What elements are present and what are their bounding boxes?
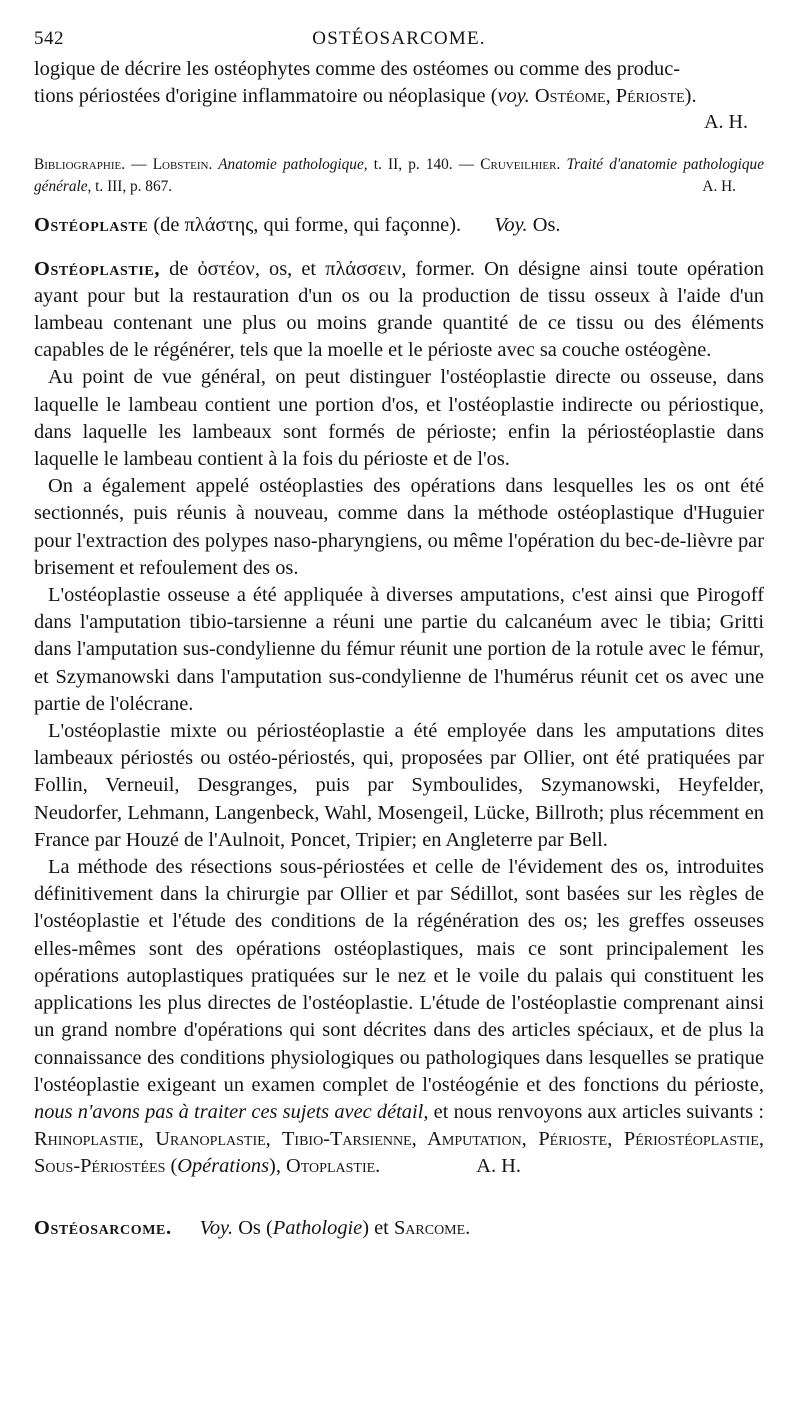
cross-references: Rhinoplastie, Uranoplastie, Tibio-Tarsienne, Amputation, Périoste, Périostéoplastie, Sous-Périostées ( bbox=[34, 1128, 764, 1178]
entry-osteoplaste: Ostéoplaste (de πλάστης, qui forme, qui façonne). Voy. Os. bbox=[34, 214, 561, 237]
bibliography-author-1: Lobstein. bbox=[152, 156, 213, 174]
bibliography-work-2: Traité d'anatomie pathologique générale, bbox=[34, 156, 764, 196]
intro-continuation bbox=[34, 56, 764, 134]
headword-osteoplaste: Ostéoplaste bbox=[34, 214, 149, 237]
page-header bbox=[34, 28, 764, 56]
osteoplastie-paragraph-2: Au point de vue général, on peut distinguer l'ostéoplastie directe ou osseuse, dans laquelle le lambeau contient une portion d'os, et l'ostéoplastie indirecte ou périostique, dans laquelle les lambeaux sont formés de périoste; enfin la périostéoplastie dans laquelle le lambeau contient à la fois du périoste et de l'os. bbox=[34, 366, 764, 471]
bibliography-work-1: Anatomie pathologique, bbox=[212, 156, 368, 174]
osteoplastie-paragraph-6: La méthode des résections sous-périostées et celle de l'évidement des os, introduites définitivement dans la chirurgie par Ollier et par Sédillot, sont basées sur les règles de l'ostéoplastie et l'étude des conditions de la régénération des os; les greffes osseuses elles-mêmes sont des opérations ostéoplastiques, mais ce sont principalement les opérations autoplastiques pratiquées sur le nez et le voile du palais qui constituent les applications les plus directes de l'ostéoplastie. L'étude de l'ostéoplastie comprenant ainsi un grand nombre d'opérations qui sont décrites dans des articles spéciaux, et de plus la connaissance des conditions physiologiques ou pathologiques dans lesquelles se pratique l'ostéoplastie exigeant un examen complet de l'ostéogénie et des fonctions du périoste, nous n'avons pas à traiter ces sujets avec détail, et nous renvoyons aux articles suivants : Rhinoplastie, Uranoplastie, Tibio-Tarsienne, Amputation, Périoste, Périostéoplastie, Sous-Périostées (Opérations), Otoplastie. A. H. bbox=[34, 856, 764, 1178]
osteoplastie-paragraph-5: L'ostéoplastie mixte ou périostéoplastie a été employée dans les amputations dites lambeaux périostés ou ostéo-périostés, qui, proposées par Ollier, ont été pratiquées par Follin, Verneuil, Desgranges, puis par Symboulides, Szymanowski, Heyfelder, Neudorfer, Lehmann, Langenbeck, Wahl, Mosengeil, Lücke, Billroth; plus récemment en France par Houzé de l'Aulnoit, Poncet, Tripier; en Angleterre par Bell. bbox=[34, 720, 764, 851]
osteoplastie-signature: A. H. bbox=[476, 1155, 521, 1178]
page-number: 542 bbox=[34, 28, 64, 49]
intro-line-2: tions périostées d'origine inflammatoire ou néoplasique (voy. Ostéome, Périoste). bbox=[34, 85, 697, 108]
entry-osteosarcome: Ostéosarcome. Voy. Os (Pathologie) et Sarcome. bbox=[34, 1216, 471, 1239]
bibliography-author-2: Cruveilhier. bbox=[480, 156, 561, 174]
entry-osteoplastie bbox=[34, 256, 764, 1181]
bibliography-signature: A. H. bbox=[702, 178, 736, 196]
headword-osteoplastie: Ostéoplastie, bbox=[34, 257, 161, 280]
running-title: OSTÉOSARCOME. bbox=[312, 28, 486, 49]
bibliography: Bibliographie. — Lobstein. Anatomie pathologique, t. II, p. 140. — Cruveilhier. Traité d'anatomie pathologique générale, t. III, p. 867. A. H. bbox=[34, 154, 764, 198]
dictionary-page bbox=[34, 28, 764, 1242]
headword-osteosarcome: Ostéosarcome. bbox=[34, 1216, 172, 1239]
osteoplastie-paragraph-1: Ostéoplastie, de ὀστέον, os, et πλάσσειν, former. On désigne ainsi toute opération ayant pour but la restauration d'un os ou la production de tissu osseux à l'aide d'un lambeau contenant une plus ou moins grande quantité de ce tissu ou des éléments capables de le régénérer, tels que la moelle et le périoste avec sa couche ostéogène. bbox=[34, 257, 764, 362]
intro-signature: A. H. bbox=[704, 111, 748, 134]
voy-osteosarcome: Voy. bbox=[199, 1216, 234, 1239]
voy-osteoplaste: Voy. bbox=[494, 214, 528, 237]
osteoplastie-paragraph-3: On a également appelé ostéoplasties des opérations dans lesquelles les os ont été sectionnés, puis réunis à nouveau, comme dans la méthode ostéoplastique d'Huguier pour l'extraction des polypes naso-pharyngiens, ou même l'opération du bec-de-lièvre par brisement et refoulement des os. bbox=[34, 475, 764, 579]
bibliography-label: Bibliographie. bbox=[34, 156, 126, 174]
osteoplastie-paragraph-4: L'ostéoplastie osseuse a été appliquée à diverses amputations, c'est ainsi que Pirogoff dans l'amputation tibio-tarsienne a réuni une partie du calcanéum avec le tibia; Gritti dans l'amputation sus-condylienne du fémur réunit une portion de la rotule avec le fémur, et Szymanowski dans l'amputation sus-condylienne de l'humérus réunit cet os avec une partie de l'olécrane. bbox=[34, 584, 764, 715]
intro-line-1: logique de décrire les ostéophytes comme des ostéomes ou comme des produc- bbox=[34, 58, 681, 80]
